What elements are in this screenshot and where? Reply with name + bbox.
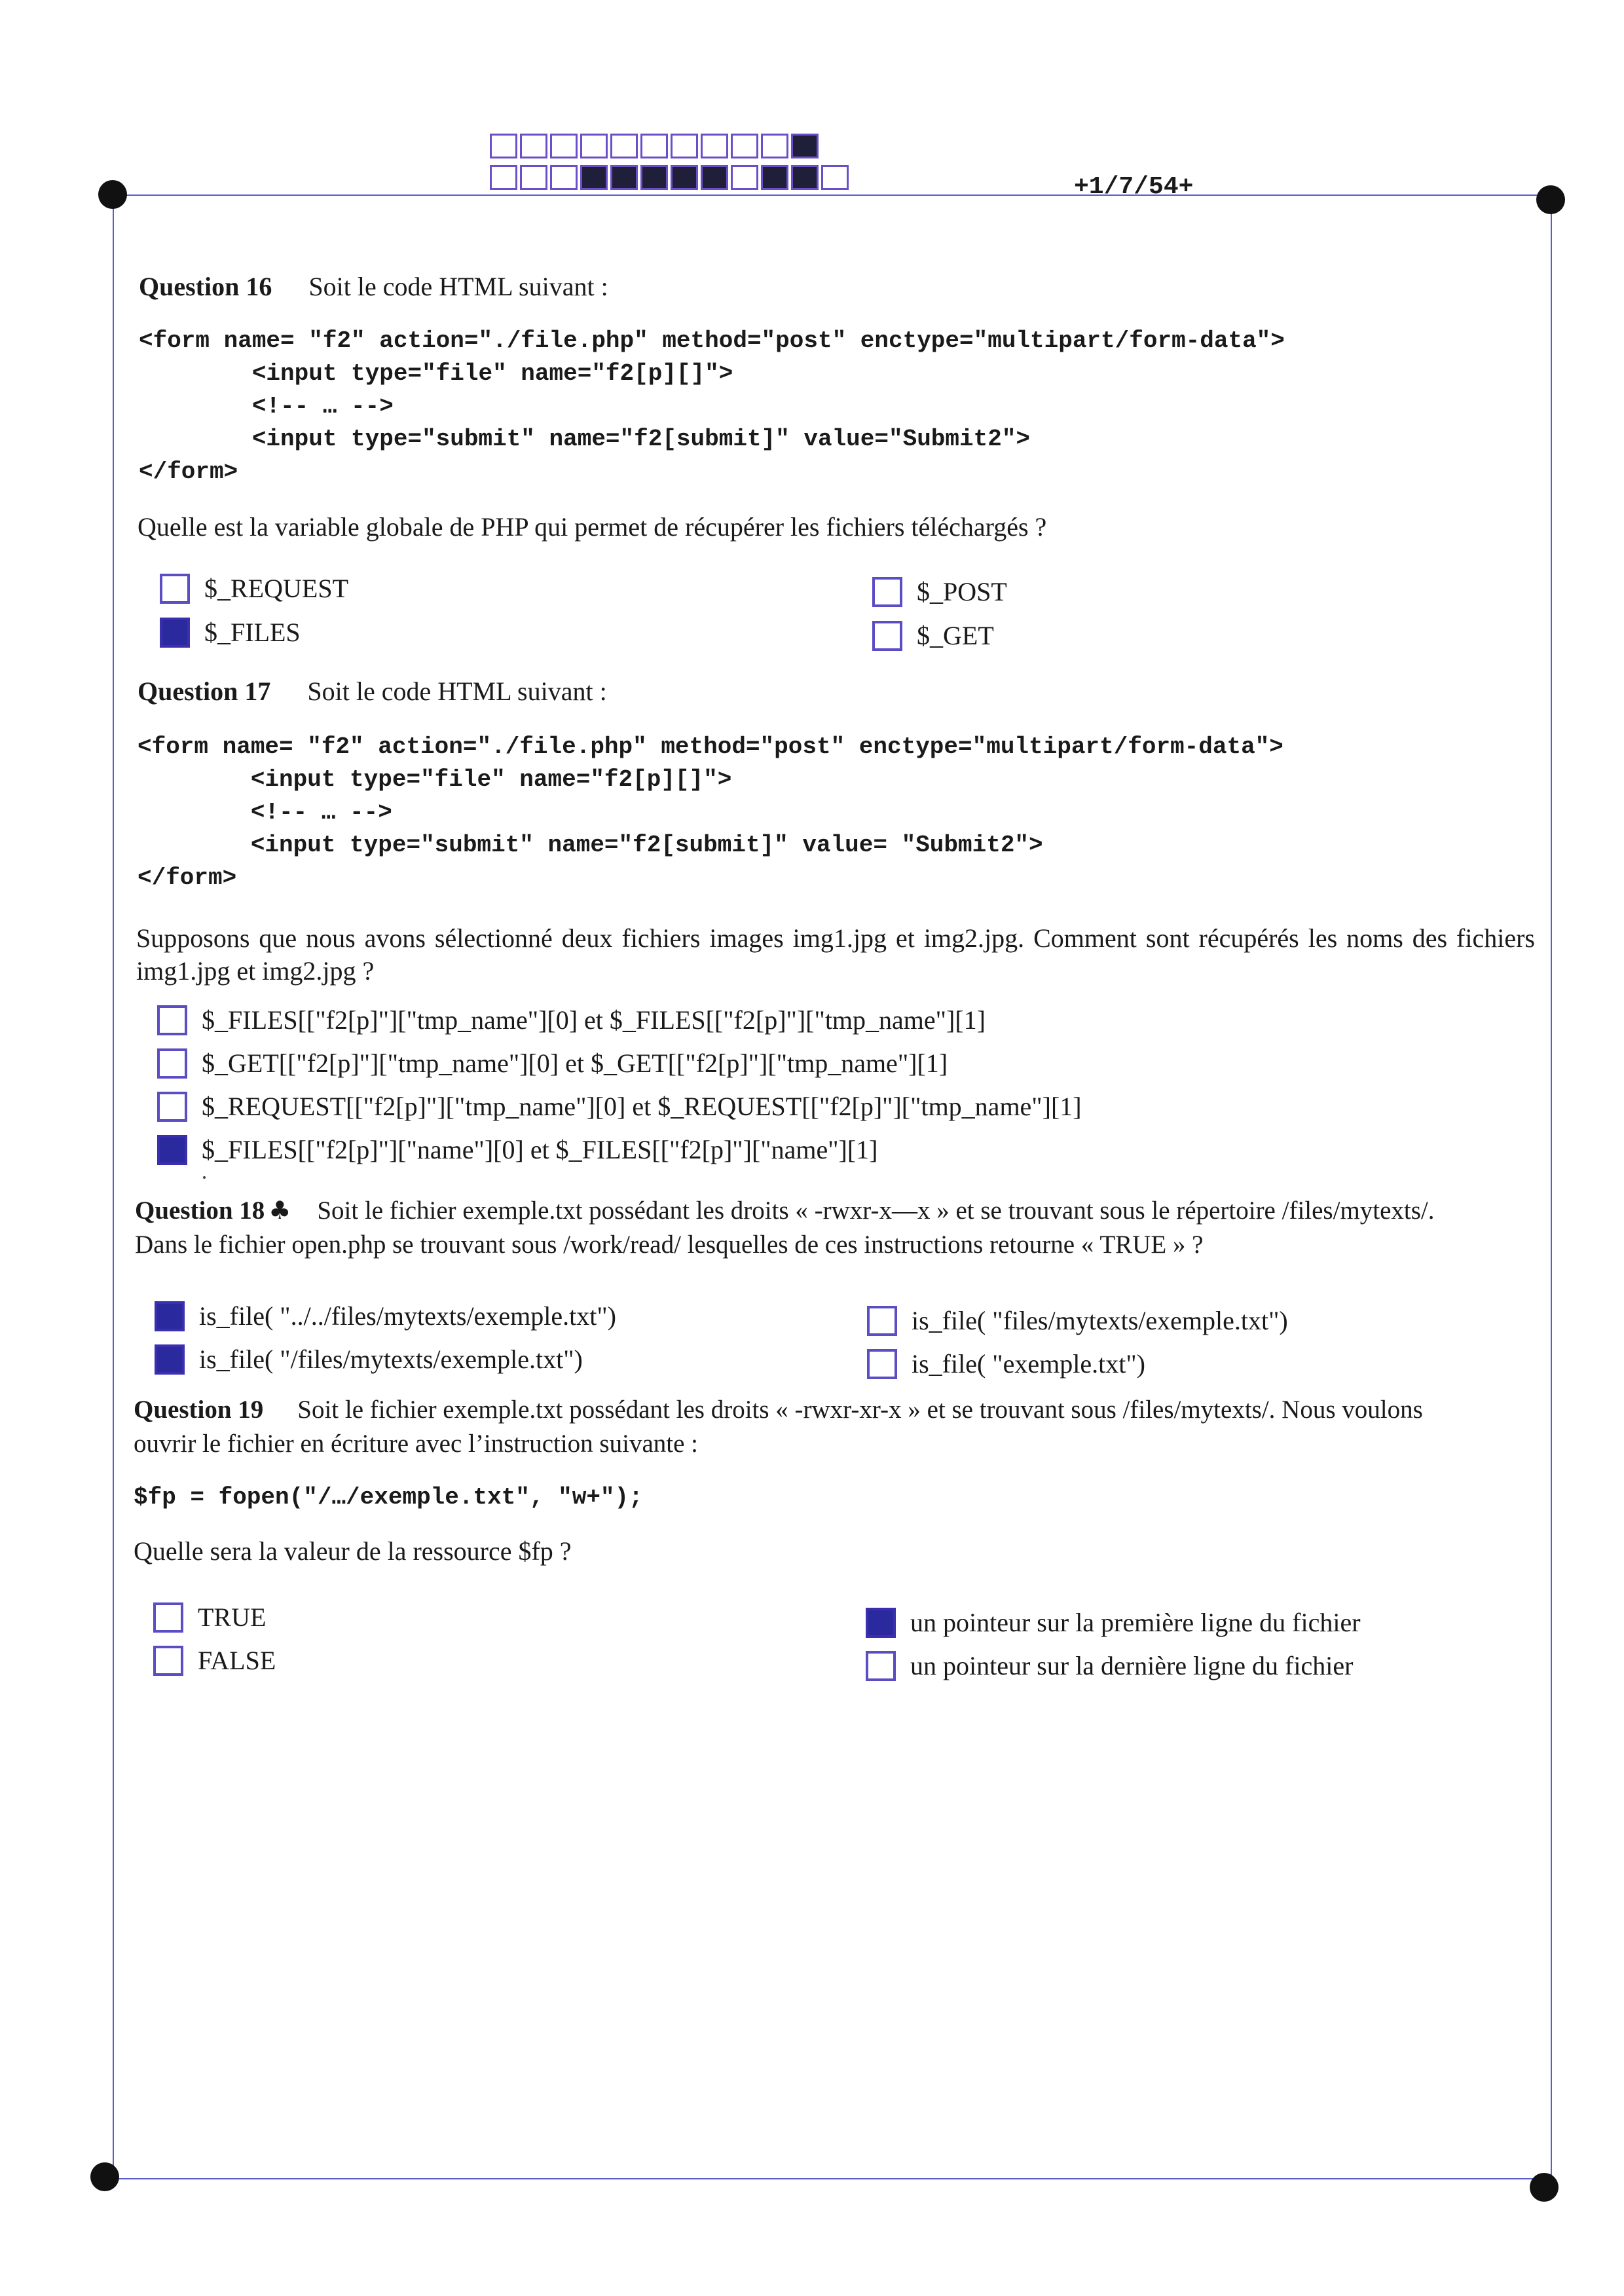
question-number: Question 19 [134, 1396, 264, 1424]
id-box [520, 134, 547, 158]
option-label: TRUE [198, 1602, 267, 1632]
q17-option-2[interactable] [157, 1048, 948, 1079]
question-number: Question 17 [138, 676, 271, 706]
checkbox[interactable] [153, 1646, 183, 1676]
id-box [580, 134, 608, 158]
id-box [791, 134, 819, 158]
option-label: $_POST [917, 577, 1007, 606]
corner-marker-top-left [98, 180, 127, 209]
question-prompt-line-1: Soit le fichier exemple.txt possédant les droits « -rwxr-xr-x » et se trouvant sous /files/mytexts/. Nous voulons [297, 1396, 1423, 1424]
q16-option-post[interactable] [872, 576, 1007, 607]
q18-option-4[interactable] [867, 1348, 1145, 1379]
option-label: FALSE [198, 1646, 276, 1675]
id-box [640, 134, 668, 158]
id-box [761, 165, 788, 190]
id-box [701, 134, 728, 158]
club-icon: ♣ [268, 1196, 291, 1225]
id-box [671, 134, 698, 158]
q16-option-request[interactable] [160, 573, 348, 604]
option-label: is_file( "exemple.txt") [912, 1349, 1145, 1379]
id-box [731, 165, 758, 190]
checkbox[interactable] [872, 577, 902, 607]
checkbox[interactable] [867, 1349, 897, 1379]
checkbox[interactable] [160, 574, 190, 604]
q17-option-4[interactable] [157, 1134, 878, 1165]
q18-option-2[interactable] [155, 1344, 583, 1375]
id-box [731, 134, 758, 158]
id-box [550, 134, 578, 158]
q16-option-files[interactable] [160, 617, 301, 648]
option-label: $_GET [917, 621, 994, 650]
checkbox[interactable] [872, 621, 902, 651]
option-label: $_FILES[["f2[p]"]["tmp_name"][0] et $_FILES[["f2[p]"]["tmp_name"][1] [202, 1005, 986, 1035]
id-box [640, 165, 668, 190]
question-number: Question 18 [135, 1196, 265, 1225]
id-box [610, 165, 638, 190]
question-19-prompt-line-2: ouvrir le fichier en écriture avec l’instruction suivante : [134, 1430, 698, 1458]
question-16-heading [139, 271, 608, 302]
id-box [701, 165, 728, 190]
frame-top [113, 194, 1559, 196]
checkbox[interactable] [866, 1608, 896, 1638]
question-number: Question 16 [139, 272, 272, 301]
id-box [761, 134, 788, 158]
id-box-row-2 [490, 165, 849, 190]
question-16-code: <form name= "f2" action="./file.php" method="post" enctype="multipart/form-data"> <input type="file" name="f2[p][]"> <!-- … --> <input type="submit" name="f2[submit]" value="Submit2"> </form> [139, 327, 1285, 485]
option-label: $_FILES [204, 618, 301, 647]
checkbox[interactable] [153, 1602, 183, 1633]
q19-option-first-line[interactable] [866, 1607, 1361, 1638]
corner-marker-bottom-right [1530, 2173, 1559, 2202]
question-17-heading [138, 676, 607, 707]
option-label: $_REQUEST [204, 574, 348, 603]
option-label: is_file( "/files/mytexts/exemple.txt") [199, 1344, 583, 1374]
q19-option-last-line[interactable] [866, 1650, 1353, 1681]
option-label: un pointeur sur la première ligne du fichier [910, 1608, 1361, 1637]
checkbox[interactable] [157, 1048, 187, 1079]
id-box [791, 165, 819, 190]
id-box-row-1 [490, 134, 819, 158]
checkbox[interactable] [155, 1301, 185, 1331]
checkbox[interactable] [867, 1306, 897, 1336]
question-19-prompt-2: Quelle sera la valeur de la ressource $fp ? [134, 1536, 572, 1566]
question-18-prompt-line-2: Dans le fichier open.php se trouvant sous /work/read/ lesquelles de ces instructions retourne « TRUE » ? [135, 1231, 1204, 1259]
frame-bottom [105, 2178, 1552, 2179]
q18-option-1[interactable] [155, 1301, 616, 1331]
id-box [671, 165, 698, 190]
id-box [490, 165, 517, 190]
question-17-code: <form name= "f2" action="./file.php" method="post" enctype="multipart/form-data"> <input type="file" name="f2[p][]"> <!-- … --> <input type="submit" name="f2[submit]" value= "Submit2"> </form> [138, 733, 1283, 891]
option-label: is_file( "files/mytexts/exemple.txt") [912, 1306, 1288, 1335]
stray-mark [203, 1176, 206, 1179]
id-box [550, 165, 578, 190]
q17-option-1[interactable] [157, 1005, 986, 1035]
id-box [821, 165, 849, 190]
id-box [580, 165, 608, 190]
q19-option-false[interactable] [153, 1645, 276, 1676]
option-label: un pointeur sur la dernière ligne du fichier [910, 1651, 1354, 1680]
question-intro: Soit le code HTML suivant : [307, 676, 607, 706]
question-19-heading [134, 1395, 1423, 1424]
checkbox[interactable] [157, 1092, 187, 1122]
option-label: $_FILES[["f2[p]"]["name"][0] et $_FILES[["f2[p]"]["name"][1] [202, 1135, 878, 1164]
id-box [490, 134, 517, 158]
question-16-prompt: Quelle est la variable globale de PHP qui permet de récupérer les fichiers téléchargés ? [138, 512, 1047, 542]
page-code: +1/7/54+ [1074, 173, 1194, 201]
option-label: $_GET[["f2[p]"]["tmp_name"][0] et $_GET[["f2[p]"]["tmp_name"][1] [202, 1048, 948, 1078]
frame-right [1551, 194, 1552, 2179]
q18-option-3[interactable] [867, 1305, 1288, 1336]
question-18-heading [135, 1196, 1435, 1225]
option-label: $_REQUEST[["f2[p]"]["tmp_name"][0] et $_REQUEST[["f2[p]"]["tmp_name"][1] [202, 1092, 1082, 1121]
checkbox[interactable] [157, 1135, 187, 1165]
checkbox[interactable] [160, 618, 190, 648]
question-intro: Soit le code HTML suivant : [308, 272, 608, 301]
option-label: is_file( "../../files/mytexts/exemple.txt") [199, 1301, 616, 1331]
q19-option-true[interactable] [153, 1602, 266, 1633]
frame-left [113, 194, 114, 2179]
question-19-code: $fp = fopen("/…/exemple.txt", "w+"); [134, 1484, 643, 1511]
id-box [520, 165, 547, 190]
id-box [610, 134, 638, 158]
q16-option-get[interactable] [872, 620, 994, 651]
q17-option-3[interactable] [157, 1091, 1082, 1122]
checkbox[interactable] [155, 1344, 185, 1375]
question-17-prompt: Supposons que nous avons sélectionné deux fichiers images img1.jpg et img2.jpg. Comment sont récupérés les noms des fichiers img1.jpg et img2.jpg ? [136, 923, 1535, 986]
checkbox[interactable] [866, 1651, 896, 1681]
corner-marker-top-right [1536, 185, 1565, 214]
checkbox[interactable] [157, 1005, 187, 1035]
question-prompt-line-1: Soit le fichier exemple.txt possédant les droits « -rwxr-x—x » et se trouvant sous le répertoire /files/mytexts/. [317, 1196, 1435, 1225]
corner-marker-bottom-left [90, 2162, 119, 2191]
